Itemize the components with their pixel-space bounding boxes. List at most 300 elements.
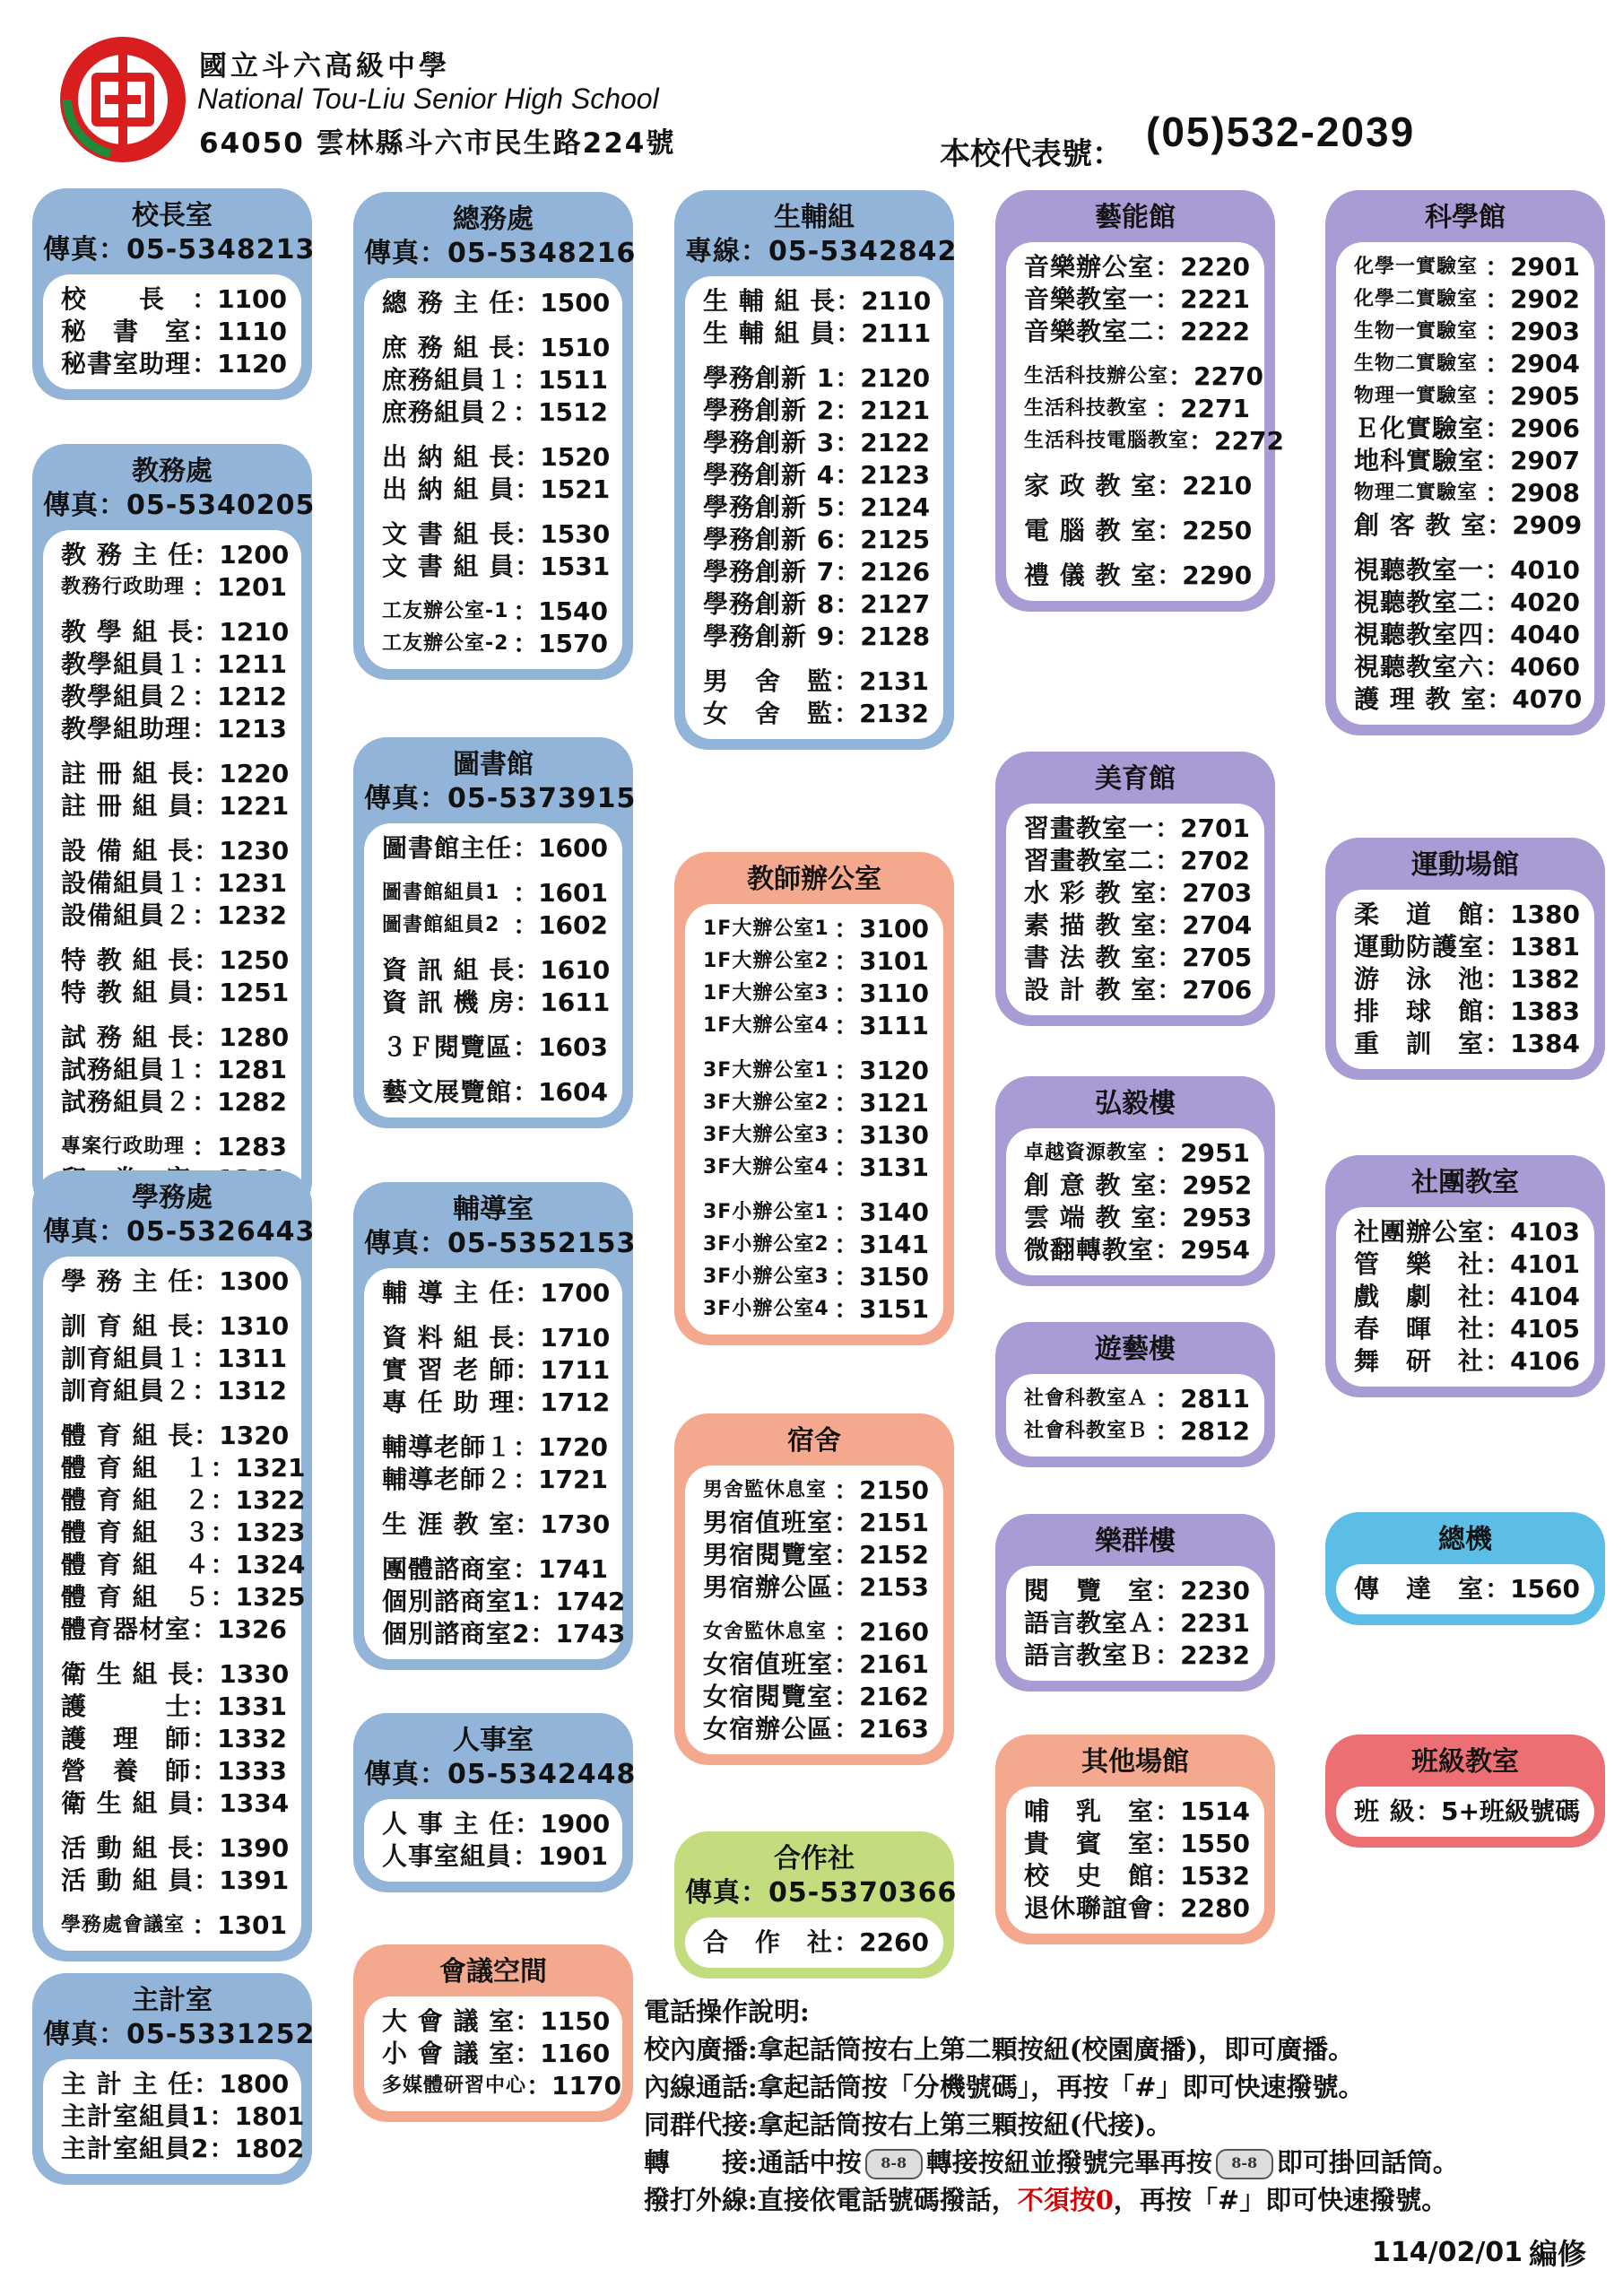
extension-name: 特 教 組 員 xyxy=(61,978,195,1007)
fax-number: 傳真：05-5331252 xyxy=(43,2019,316,2050)
extension-row xyxy=(61,616,290,648)
instruction-transfer xyxy=(644,2144,1459,2181)
extension-name: 習畫教室一 xyxy=(1024,813,1155,843)
extension-row xyxy=(61,835,290,867)
extension-row xyxy=(61,2133,305,2165)
extension-row xyxy=(1024,361,1263,393)
extension-name: 衛 生 組 員 xyxy=(61,1788,195,1818)
extension-name: 3F小辦公室2 xyxy=(703,1233,829,1256)
extension-row xyxy=(703,1539,929,1571)
extension-name: 工友辦公室-1 xyxy=(382,600,509,622)
extension-name: 管 樂 社 xyxy=(1354,1249,1485,1279)
extension-name: 試務組員１ xyxy=(61,1055,192,1084)
extension-number: ：1901 xyxy=(513,1841,608,1871)
extension-number: ：1100 xyxy=(192,284,287,314)
extension-list xyxy=(364,1268,626,1659)
teachers-office-box xyxy=(674,852,954,1345)
extension-number: ：2111 xyxy=(836,318,932,348)
extension-number: ：2153 xyxy=(834,1572,929,1602)
extension-row xyxy=(703,1474,929,1507)
extension-number: ：2220 xyxy=(1155,252,1250,282)
extension-name: 習畫教室二 xyxy=(1024,846,1155,875)
fax-number: 傳真：05-5342448 xyxy=(364,1759,637,1790)
extension-name: 輔導老師２ xyxy=(382,1465,513,1494)
extension-name: 設備組員２ xyxy=(61,900,192,930)
extension-name: 學務創新 5 xyxy=(703,492,836,522)
extension-row xyxy=(382,551,611,583)
extension-number: ：2127 xyxy=(835,589,931,619)
extension-name: 物理一實驗室 xyxy=(1354,385,1479,407)
group-divider xyxy=(382,1541,608,1553)
extension-number: ：3150 xyxy=(834,1262,929,1292)
extension-number: ：1532 xyxy=(1155,1861,1250,1891)
extension-number: ：1512 xyxy=(513,397,608,427)
extension-number: ：2221 xyxy=(1155,284,1250,314)
extension-name: 生活科技辦公室 xyxy=(1024,365,1169,387)
extension-name: 柔 道 館 xyxy=(1354,900,1485,929)
extension-name: 設 計 教 室 xyxy=(1024,975,1158,1004)
extension-list xyxy=(1006,1787,1264,1934)
fine-arts-building-box xyxy=(995,752,1275,1026)
group-divider xyxy=(382,865,608,877)
extension-number: ：2260 xyxy=(834,1927,929,1957)
extension-number: ：2954 xyxy=(1155,1235,1250,1265)
extension-name: 教 學 組 長 xyxy=(61,617,195,647)
extension-number: ：3101 xyxy=(834,946,929,976)
extension-number: ：3151 xyxy=(834,1294,929,1324)
extension-number: ：2703 xyxy=(1157,878,1253,908)
personnel-office-box xyxy=(353,1713,637,1892)
extension-number: ：1280 xyxy=(194,1022,290,1052)
extension-name: 實 習 老 師 xyxy=(382,1355,516,1385)
rep-number: (05)532-2039 xyxy=(1146,109,1416,155)
extension-name: 試 務 組 長 xyxy=(61,1022,195,1052)
extension-name: 音樂教室一 xyxy=(1024,284,1155,314)
extension-row xyxy=(61,2068,290,2100)
extension-row xyxy=(1354,1796,1580,1828)
extension-number: ：1332 xyxy=(192,1724,287,1753)
instruction-broadcast: 校內廣播:拿起話筒按右上第二顆按紐(校園廣播)，即可廣播。 xyxy=(644,2034,1355,2065)
extension-number: ：4103 xyxy=(1485,1217,1580,1247)
group-divider xyxy=(382,942,608,954)
extension-name: 註 冊 組 員 xyxy=(61,791,195,821)
extension-name: 女舍監休息室 xyxy=(703,1621,828,1643)
extension-row xyxy=(1024,1575,1250,1607)
box-title: 教師辦公室 xyxy=(747,864,881,895)
extension-number: ：1231 xyxy=(192,868,287,898)
extension-number: ：1602 xyxy=(513,910,608,940)
extension-number: ：1510 xyxy=(515,333,611,362)
library-box xyxy=(353,737,637,1128)
box-title: 運動場館 xyxy=(1411,849,1519,881)
extension-row xyxy=(382,2070,621,2102)
extension-name: 3F大辦公室4 xyxy=(703,1156,829,1178)
extension-name: 庶 務 組 長 xyxy=(382,333,516,362)
extension-name: 大 會 議 室 xyxy=(382,2006,516,2036)
group-divider xyxy=(382,1496,608,1509)
sports-venues-box xyxy=(1325,838,1605,1080)
extension-number: ：1210 xyxy=(194,617,290,647)
extension-name: 物理二實驗室 xyxy=(1354,482,1479,504)
extension-name: 生活科技電腦教室 xyxy=(1024,430,1190,452)
extension-row xyxy=(382,474,611,506)
extension-row xyxy=(61,1787,290,1820)
extension-name: 校 長 xyxy=(61,284,166,314)
extension-number: ：2163 xyxy=(834,1714,929,1744)
extension-row xyxy=(382,1618,626,1650)
extension-number: ：1232 xyxy=(192,900,287,930)
extension-name: 音樂辦公室 xyxy=(1024,252,1155,282)
extension-row xyxy=(61,539,290,571)
extension-row xyxy=(1354,1248,1580,1281)
extension-row xyxy=(703,588,929,621)
extension-row xyxy=(703,1571,929,1604)
extension-number: ：4040 xyxy=(1485,620,1580,649)
extension-name: 3F大辦公室1 xyxy=(703,1059,829,1082)
extension-number: ：1326 xyxy=(192,1614,287,1644)
extension-row xyxy=(382,1509,611,1541)
extension-number: ：2705 xyxy=(1157,943,1253,972)
extension-name: 專案行政助理 xyxy=(61,1135,186,1158)
fax-number: 傳真：05-5340205 xyxy=(43,490,316,521)
extension-name: 素 描 教 室 xyxy=(1024,910,1158,940)
extension-name: 1F大辦公室2 xyxy=(703,950,829,972)
box-title: 宿舍 xyxy=(787,1425,841,1457)
extension-row xyxy=(61,1054,287,1086)
extension-number: ：2909 xyxy=(1487,510,1583,540)
extension-number: ：4010 xyxy=(1485,555,1580,585)
extension-name: 貴 賓 室 xyxy=(1024,1829,1155,1858)
school-name-en: National Tou-Liu Senior High School xyxy=(197,83,659,115)
extension-number: ：1325 xyxy=(210,1582,306,1612)
extension-row xyxy=(61,1517,306,1549)
group-divider xyxy=(1024,348,1250,361)
extension-row xyxy=(61,1832,290,1865)
extension-number: ：2124 xyxy=(835,492,931,522)
extension-row xyxy=(382,287,611,319)
extension-row xyxy=(703,1926,929,1959)
extension-name: 社會科教室Ａ xyxy=(1024,1387,1149,1410)
extension-number: ：1213 xyxy=(192,714,287,744)
extension-row xyxy=(703,317,932,350)
extension-row xyxy=(703,1681,929,1713)
extension-name: 輔導老師１ xyxy=(382,1432,513,1462)
extension-number: ：2906 xyxy=(1485,413,1580,443)
extension-name: 退休聯誼會 xyxy=(1024,1893,1155,1923)
extension-row xyxy=(61,1755,287,1787)
extension-name: 小 會 議 室 xyxy=(382,2039,516,2068)
extension-list xyxy=(1006,242,1284,601)
extension-number: ：2128 xyxy=(835,622,931,651)
extension-row xyxy=(382,1277,611,1309)
phone-key-icon: 8-8 xyxy=(1216,2149,1273,2179)
extension-number: ：1330 xyxy=(194,1659,290,1689)
extension-row xyxy=(1024,316,1250,348)
extension-list xyxy=(685,1918,943,1968)
extension-row xyxy=(1354,1573,1580,1605)
extension-name: 護 士 xyxy=(61,1692,192,1721)
extension-number: ：1220 xyxy=(194,759,290,788)
instruction-outside-highlight: 不須按0 xyxy=(1017,2185,1114,2215)
instructions-title: 電話操作說明: xyxy=(644,1996,810,2027)
extension-row xyxy=(61,1310,290,1343)
extension-row xyxy=(703,621,929,653)
hongyi-building-box xyxy=(995,1076,1275,1286)
box-title: 主計室 xyxy=(132,1985,213,2016)
group-divider xyxy=(61,1298,287,1310)
extension-name: 雲 端 教 室 xyxy=(1024,1203,1158,1232)
extension-name: 男宿辦公區 xyxy=(703,1572,834,1602)
extension-number: ：1321 xyxy=(210,1453,306,1483)
extension-list xyxy=(1336,1564,1594,1614)
extension-row xyxy=(61,900,287,932)
extension-number: ：1603 xyxy=(513,1032,608,1062)
box-title: 科學館 xyxy=(1425,202,1506,233)
extension-number: ：2811 xyxy=(1155,1384,1250,1413)
extension-number: ：3121 xyxy=(834,1088,929,1118)
extension-number: ：2706 xyxy=(1157,975,1253,1004)
extension-name: 訓育組員２ xyxy=(61,1376,192,1405)
extension-name: 1F大辦公室1 xyxy=(703,918,829,940)
extension-name: 化學二實驗室 xyxy=(1354,288,1479,310)
group-divider xyxy=(61,1407,287,1420)
box-title: 總務處 xyxy=(453,204,534,235)
extension-name: 專 任 助 理 xyxy=(382,1387,516,1417)
extension-name: 運動防護室 xyxy=(1354,932,1485,961)
extension-row xyxy=(382,1808,611,1840)
extension-name: 人事室組員 xyxy=(382,1841,513,1871)
extension-name: 教學組助理 xyxy=(61,714,192,744)
box-title: 美育館 xyxy=(1095,763,1176,795)
extension-row xyxy=(61,1581,306,1613)
group-divider xyxy=(61,1646,287,1658)
extension-name: 男 舍 監 xyxy=(703,666,834,696)
group-divider xyxy=(382,319,608,332)
extension-row xyxy=(703,1261,929,1293)
extension-row xyxy=(61,2100,305,2133)
extension-number: ：1211 xyxy=(192,649,287,679)
extension-name: 教學組員２ xyxy=(61,682,192,711)
extension-name: 學務處會議室 xyxy=(61,1914,186,1936)
fax-number: 傳真：05-5348213 xyxy=(43,234,316,265)
extension-number: ：2125 xyxy=(835,525,931,554)
extension-row xyxy=(1024,1137,1250,1170)
box-title: 總機 xyxy=(1438,1524,1492,1555)
extension-list xyxy=(364,1996,622,2111)
extension-row xyxy=(703,1648,929,1681)
extension-row xyxy=(1024,1170,1253,1202)
group-divider xyxy=(382,429,608,441)
extension-name: 文 書 組 員 xyxy=(382,552,516,581)
extension-name: 3F小辦公室1 xyxy=(703,1201,829,1223)
extension-number: ：1390 xyxy=(194,1833,290,1863)
extension-number: ：1514 xyxy=(1155,1796,1250,1826)
extension-row xyxy=(703,1616,929,1648)
extension-row xyxy=(703,665,929,698)
extension-name: 活 動 組 長 xyxy=(61,1833,195,1863)
extension-row xyxy=(1024,251,1250,283)
extension-row xyxy=(1354,651,1580,683)
extension-number: ：2160 xyxy=(834,1617,929,1647)
switchboard-box xyxy=(1325,1512,1605,1625)
group-divider xyxy=(61,1897,287,1909)
extension-number: ：2903 xyxy=(1485,317,1580,346)
extension-name: 體 育 組 長 xyxy=(61,1421,195,1450)
extension-number: ：2161 xyxy=(834,1649,929,1679)
extension-row xyxy=(1354,619,1580,651)
extension-number: ：1710 xyxy=(515,1323,611,1352)
extension-name: 主計室組員2 xyxy=(61,2134,210,2163)
extension-name: 1F大辦公室3 xyxy=(703,982,829,1004)
phone-key-icon: 8-8 xyxy=(865,2149,923,2179)
extension-name: 女 舍 監 xyxy=(703,699,834,728)
extension-row xyxy=(703,285,932,317)
extension-row xyxy=(382,909,608,942)
extension-row xyxy=(703,913,929,945)
extension-name: 學務創新 3 xyxy=(703,428,836,457)
group-divider xyxy=(1354,542,1580,554)
extension-name: 體 育 組 ５ xyxy=(61,1582,211,1612)
extension-number: ：1283 xyxy=(192,1132,287,1161)
extension-number: ：1170 xyxy=(526,2071,621,2100)
extension-row xyxy=(382,1431,608,1464)
extension-row xyxy=(1024,813,1250,845)
extension-name: 班 級 xyxy=(1354,1796,1416,1826)
extension-row xyxy=(1024,942,1253,974)
extension-row xyxy=(382,364,608,396)
extension-number: ：1201 xyxy=(192,572,287,602)
extension-number: ：1540 xyxy=(513,596,608,626)
extension-row xyxy=(61,790,290,822)
extension-row xyxy=(703,978,929,1010)
extension-number: ：1511 xyxy=(513,365,608,395)
extension-name: 視聽教室四 xyxy=(1354,620,1485,649)
extension-number: ：2162 xyxy=(834,1682,929,1711)
extension-name: 視聽教室一 xyxy=(1354,555,1485,585)
extension-name: 男舍監休息室 xyxy=(703,1479,828,1501)
extension-number: ：1282 xyxy=(192,1087,287,1117)
extension-name: 女宿閱覽室 xyxy=(703,1682,834,1711)
extension-name: 3F大辦公室3 xyxy=(703,1124,829,1146)
extension-name: 化學一實驗室 xyxy=(1354,256,1479,278)
extension-number: ：2271 xyxy=(1155,394,1250,423)
extension-name: 舞 研 社 xyxy=(1354,1346,1485,1376)
group-divider xyxy=(703,350,929,362)
dormitory-box xyxy=(674,1413,954,1765)
extension-row xyxy=(61,1484,306,1517)
revision-label: 編修 xyxy=(1529,2237,1587,2271)
extension-row xyxy=(1024,393,1250,425)
extension-number: ：3110 xyxy=(834,978,929,1008)
extension-number: ：2151 xyxy=(834,1508,929,1537)
fax-number: 傳真：05-5326443 xyxy=(43,1216,316,1248)
extension-number: ：3111 xyxy=(834,1011,929,1040)
box-title: 藝能館 xyxy=(1095,202,1176,233)
extension-name: 藝文展覽館 xyxy=(382,1077,513,1107)
extension-number: ：2701 xyxy=(1155,813,1250,843)
extension-number: ：1500 xyxy=(515,288,611,317)
extension-name: 設備組員１ xyxy=(61,868,192,898)
extension-number: ：2152 xyxy=(834,1540,929,1570)
extension-name: 合 作 社 xyxy=(703,1927,834,1957)
extension-name: 資 料 組 長 xyxy=(382,1323,516,1352)
extension-number: ：1721 xyxy=(513,1465,608,1494)
extension-row xyxy=(1024,1796,1250,1828)
extension-number: ：3120 xyxy=(834,1056,929,1085)
extension-row xyxy=(61,1131,287,1163)
extension-number: ：1801 xyxy=(209,2101,305,2131)
extension-name: 工友辦公室-2 xyxy=(382,632,509,655)
extension-name: 秘 書 室 xyxy=(61,317,192,346)
group-divider xyxy=(1024,502,1250,515)
extension-list xyxy=(1336,1207,1594,1387)
extension-name: 女宿值班室 xyxy=(703,1649,834,1679)
extension-name: 體 育 組 ２ xyxy=(61,1485,211,1515)
extension-number: ：1382 xyxy=(1485,964,1580,994)
extension-name: 生物二實驗室 xyxy=(1354,352,1479,375)
extension-number: ：1281 xyxy=(192,1055,287,1084)
extension-row xyxy=(382,1354,611,1387)
arts-building-box xyxy=(995,190,1284,612)
extension-number: ：2131 xyxy=(834,666,929,696)
extension-row xyxy=(61,316,287,348)
extension-name: 音樂教室二 xyxy=(1024,317,1155,346)
extension-number: ：1521 xyxy=(515,474,611,504)
extension-row xyxy=(1024,845,1250,877)
extension-number: ：4020 xyxy=(1485,587,1580,617)
extension-number: ：1120 xyxy=(192,349,287,378)
extension-name: 地科實驗室 xyxy=(1354,446,1485,475)
extension-name: 校 史 館 xyxy=(1024,1861,1155,1891)
box-title: 教務處 xyxy=(132,456,213,487)
extension-name: 教學組員１ xyxy=(61,649,192,679)
extension-row xyxy=(382,596,608,628)
extension-number: ：1743 xyxy=(530,1619,626,1648)
extension-name: 出 納 組 員 xyxy=(382,474,516,504)
extension-number: ：1712 xyxy=(515,1387,611,1417)
extension-name: 生 輔 組 長 xyxy=(703,286,837,316)
extension-list xyxy=(1006,1566,1264,1681)
extension-row xyxy=(1354,445,1580,477)
extension-row xyxy=(61,1613,287,1646)
student-affairs-box xyxy=(32,1170,316,1961)
extension-name: 試務組員２ xyxy=(61,1087,192,1117)
extension-name: 社團辦公室 xyxy=(1354,1217,1485,1247)
extension-number: ：2702 xyxy=(1155,846,1250,875)
extension-row xyxy=(1354,587,1580,619)
group-divider xyxy=(382,1419,608,1431)
extension-name: 學務創新 7 xyxy=(703,557,836,587)
extension-number: ：1310 xyxy=(194,1311,290,1341)
extension-list xyxy=(364,278,622,669)
extension-row xyxy=(61,571,287,604)
extension-number: ：4070 xyxy=(1487,684,1583,714)
extension-number: ：2121 xyxy=(835,396,931,425)
extension-number: ：2110 xyxy=(836,286,932,316)
extension-row xyxy=(1354,348,1580,380)
extension-row xyxy=(1354,996,1580,1028)
extension-name: 庶務組員２ xyxy=(382,397,513,427)
extension-row xyxy=(61,681,287,713)
extension-row xyxy=(1024,560,1253,592)
extension-row xyxy=(61,1343,287,1375)
club-room-box xyxy=(1325,1155,1605,1397)
instruction-group-pickup: 同群代接:拿起話筒按右上第三顆按紐(代接)。 xyxy=(644,2109,1173,2140)
meeting-space-box xyxy=(353,1944,633,2122)
extension-row xyxy=(61,1723,287,1755)
lequn-building-box xyxy=(995,1514,1275,1692)
extension-number: ：1800 xyxy=(194,2069,290,2099)
